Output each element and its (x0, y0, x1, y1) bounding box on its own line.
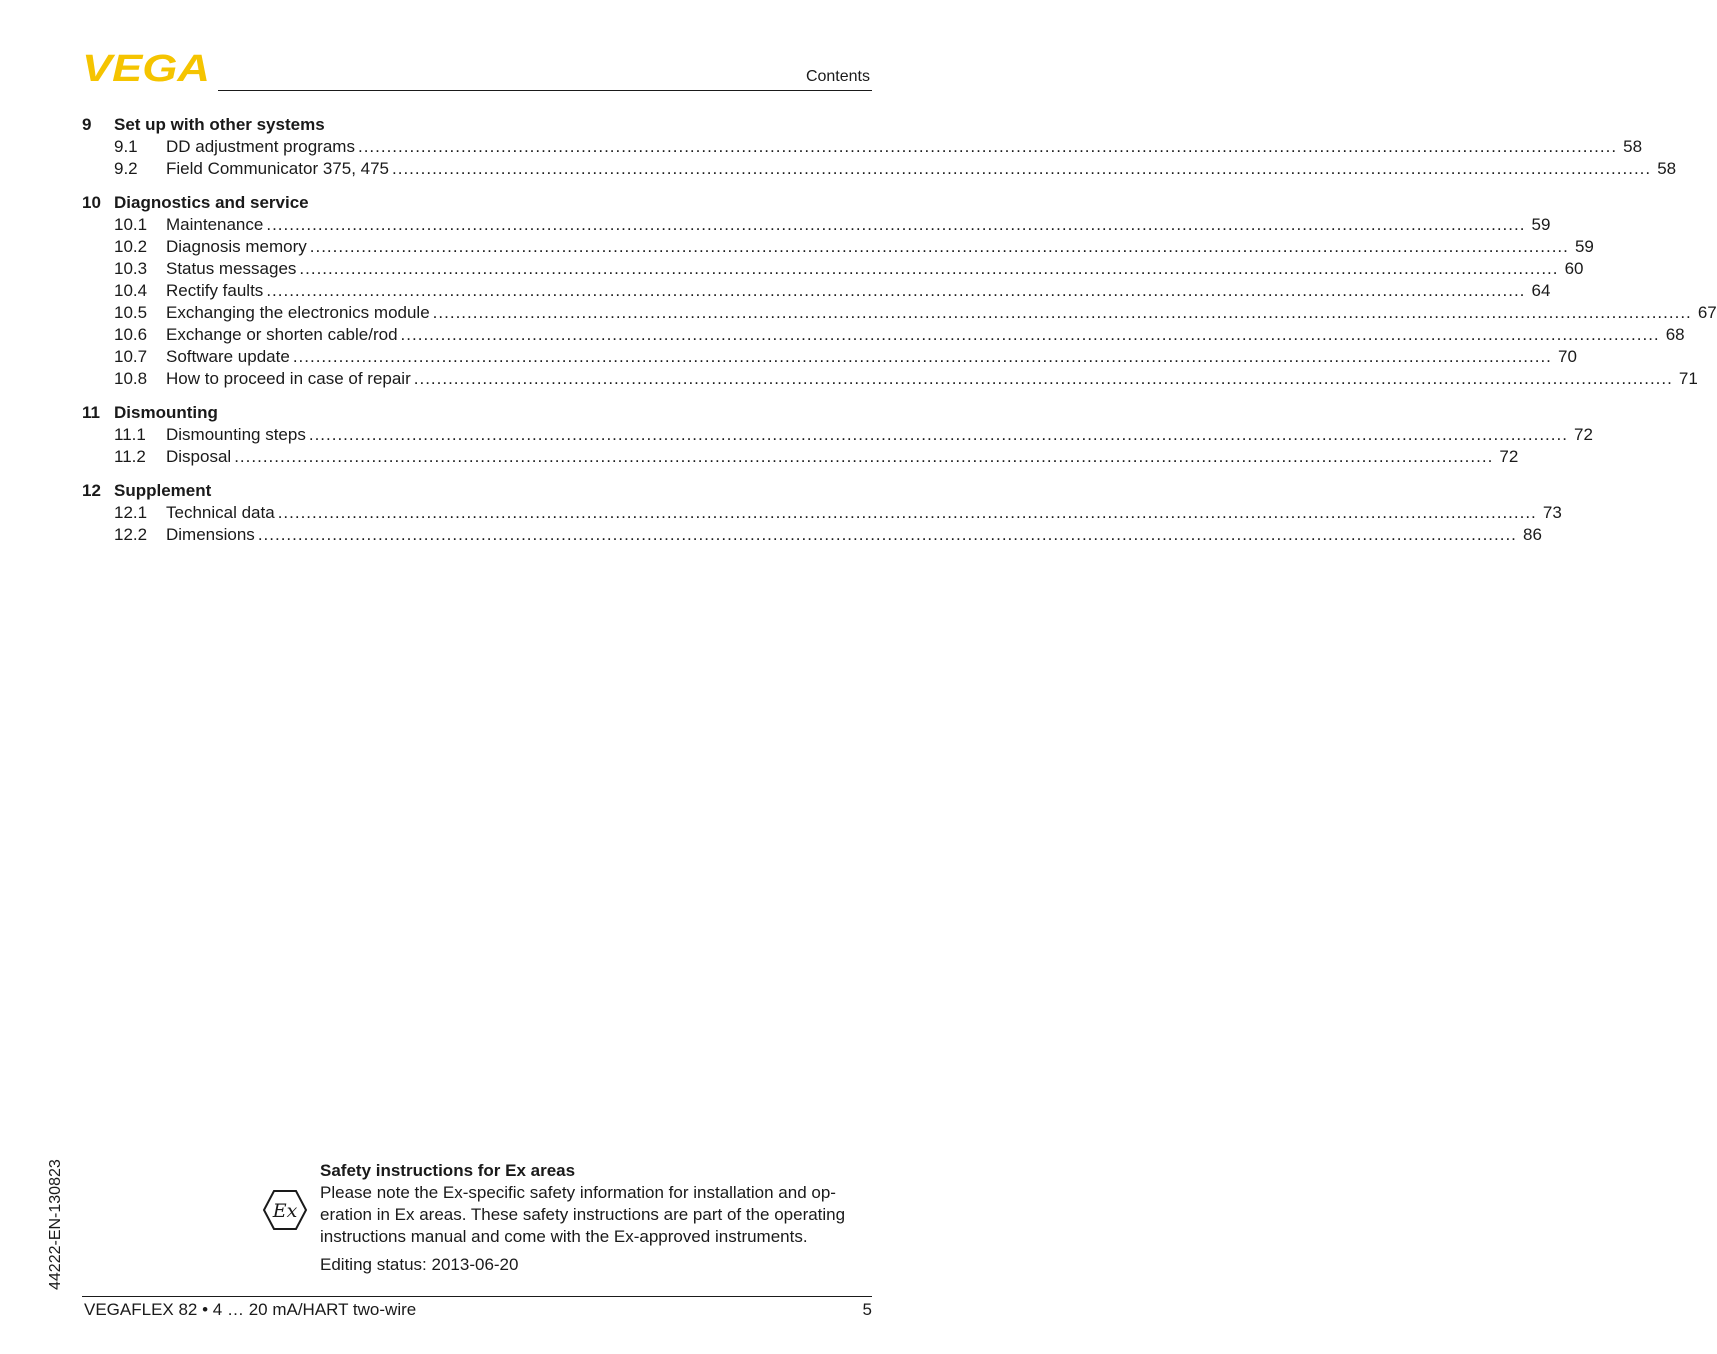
svg-text:Ex: Ex (272, 1200, 298, 1222)
toc-entry[interactable] (82, 258, 1584, 280)
toc-entry[interactable] (82, 280, 1551, 302)
editing-status: Editing status: 2013-06-20 (320, 1255, 519, 1274)
entry-title: Dimensions (166, 525, 255, 544)
toc-entry[interactable] (82, 158, 1677, 180)
header-label: Contents (805, 68, 870, 85)
entry-number: 12.2 (114, 525, 148, 544)
dot-leader: ............................................................................................................................................................................................................................ (277, 503, 1537, 522)
entry-page: 68 (1665, 325, 1685, 344)
toc-entry[interactable] (82, 236, 1594, 258)
entry-page: 59 (1574, 237, 1594, 256)
entry-title: Disposal (166, 447, 232, 466)
entry-title: Rectify faults (166, 281, 264, 300)
footer-product: VEGAFLEX 82 • 4 … 20 mA/HART two-wire (84, 1300, 417, 1319)
entry-number: 11.2 (114, 447, 146, 466)
entry-title: Diagnosis memory (166, 237, 307, 256)
entry-page: 72 (1499, 447, 1519, 466)
section-title: Set up with other systems (114, 115, 325, 134)
entry-number: 10.5 (114, 303, 148, 322)
toc-entry[interactable] (82, 324, 1685, 346)
toc-entry[interactable] (82, 524, 1542, 546)
toc-section-heading[interactable] (82, 192, 874, 214)
entry-number: 9.2 (114, 159, 138, 178)
entry-number: 11.1 (114, 425, 146, 444)
entry-page: 67 (1697, 303, 1717, 322)
section-number: 11 (82, 403, 100, 422)
section-title: Dismounting (114, 403, 218, 422)
entry-title: Maintenance (166, 215, 264, 234)
entry-number: 10.1 (114, 215, 148, 234)
toc-section (82, 480, 1562, 546)
dot-leader: ............................................................................................................................................................................................................................ (413, 369, 1673, 388)
toc-entry[interactable] (82, 502, 1562, 524)
logo-text: VEGA (82, 48, 210, 90)
toc-entry[interactable] (82, 214, 1551, 236)
toc-section (82, 192, 1717, 390)
section-title: Diagnostics and service (114, 193, 309, 212)
toc-section (82, 114, 1677, 180)
entry-number: 10.6 (114, 325, 148, 344)
entry-number: 10.4 (114, 281, 148, 300)
dot-leader: ............................................................................................................................................................................................................................ (292, 347, 1552, 366)
header-divider (218, 90, 872, 91)
entry-page: 60 (1564, 259, 1584, 278)
entry-title: Dismounting steps (166, 425, 306, 444)
toc-entry[interactable] (82, 368, 1698, 390)
footer-page-number: 5 (862, 1300, 872, 1319)
entry-page: 58 (1657, 159, 1677, 178)
dot-leader: ............................................................................................................................................................................................................................ (234, 447, 1494, 466)
toc-entry[interactable] (82, 346, 1577, 368)
safety-title: Safety instructions for Ex areas (320, 1161, 576, 1180)
entry-page: 71 (1678, 369, 1698, 388)
dot-leader: ............................................................................................................................................................................................................................ (432, 303, 1692, 322)
dot-leader: ............................................................................................................................................................................................................................ (266, 281, 1526, 300)
entry-page: 70 (1557, 347, 1577, 366)
dot-leader: ............................................................................................................................................................................................................................ (357, 137, 1618, 156)
toc-section-heading[interactable] (82, 402, 874, 424)
footer-divider (82, 1296, 872, 1297)
entry-page: 59 (1531, 215, 1551, 234)
section-number: 12 (82, 481, 101, 500)
toc-section-heading[interactable] (82, 114, 874, 136)
entry-title: Software update (166, 347, 290, 366)
entry-title: DD adjustment programs (166, 137, 355, 156)
dot-leader: ............................................................................................................................................................................................................................ (309, 237, 1569, 256)
toc-entry[interactable] (82, 424, 1593, 446)
toc-entry[interactable] (82, 136, 1643, 158)
dot-leader: ............................................................................................................................................................................................................................ (400, 325, 1660, 344)
entry-title: Exchange or shorten cable/rod (166, 325, 398, 344)
section-number: 9 (82, 115, 92, 134)
entry-number: 10.8 (114, 369, 148, 388)
entry-number: 10.7 (114, 347, 148, 366)
entry-number: 12.1 (114, 503, 148, 522)
dot-leader: ............................................................................................................................................................................................................................ (308, 425, 1568, 444)
dot-leader: ............................................................................................................................................................................................................................ (392, 159, 1652, 178)
entry-title: Status messages (166, 259, 297, 278)
entry-page: 64 (1531, 281, 1551, 300)
toc-entry[interactable] (82, 302, 1717, 324)
ex-explosion-protection-icon (263, 1188, 307, 1232)
toc-entry[interactable] (82, 446, 1519, 468)
vega-logo (82, 48, 212, 90)
section-number: 10 (82, 193, 101, 212)
table-of-contents (82, 114, 1717, 558)
entry-number: 9.1 (114, 137, 138, 156)
entry-title: Exchanging the electronics module (166, 303, 430, 322)
entry-page: 73 (1542, 503, 1562, 522)
entry-page: 58 (1623, 137, 1643, 156)
entry-page: 86 (1522, 525, 1542, 544)
section-title: Supplement (114, 481, 212, 500)
dot-leader: ............................................................................................................................................................................................................................ (299, 259, 1559, 278)
entry-title: Field Communicator 375, 475 (166, 159, 390, 178)
document-code: 44222-EN-130823 (47, 1159, 64, 1290)
safety-notice (320, 1160, 880, 1276)
entry-number: 10.3 (114, 259, 148, 278)
entry-title: How to proceed in case of repair (166, 369, 411, 388)
entry-number: 10.2 (114, 237, 148, 256)
entry-page: 72 (1574, 425, 1593, 444)
safety-body: Please note the Ex-specific safety information for installation and op- eration in Ex areas. These safety instructions are part of the operating instructions manual and come with the Ex-approved instruments. (320, 1183, 846, 1246)
dot-leader: ............................................................................................................................................................................................................................ (257, 525, 1517, 544)
toc-section-heading[interactable] (82, 480, 874, 502)
entry-title: Technical data (166, 503, 275, 522)
toc-section (82, 402, 1593, 468)
dot-leader: ............................................................................................................................................................................................................................ (266, 215, 1526, 234)
